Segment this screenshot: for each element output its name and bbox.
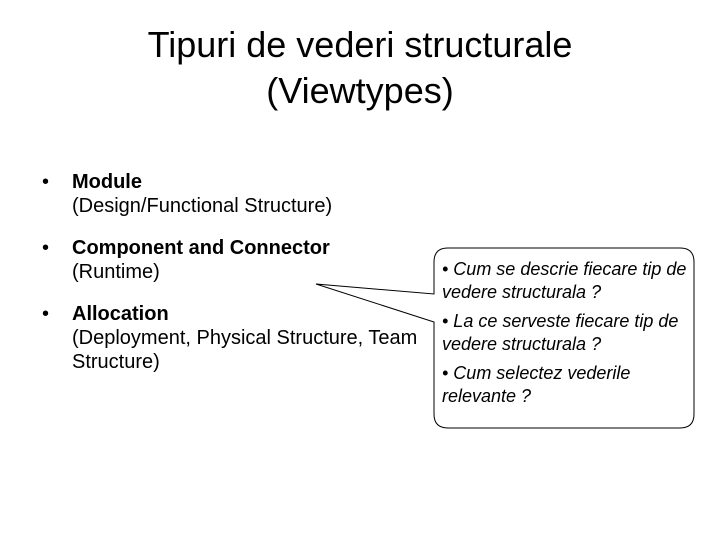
bullet-heading: Module [72, 171, 142, 193]
bullet-dot: • [42, 237, 50, 259]
slide-title-line2: (Viewtypes) [266, 70, 454, 111]
slide-title-line1: Tipuri de vederi structurale [147, 24, 573, 65]
bullet-dot: • [42, 303, 50, 325]
callout-item: • Cum se descrie fiecare tip de vedere structurala ? [442, 259, 687, 302]
callout-text [442, 258, 692, 414]
bullet-subtext: (Deployment, Physical Structure, Team Structure) [72, 327, 418, 373]
bullet-heading: Component and Connector [72, 237, 330, 259]
bullet-dot: • [42, 171, 50, 193]
bullet-subtext: (Design/Functional Structure) [72, 195, 333, 217]
bullet-subtext: (Runtime) [72, 261, 160, 283]
bullet-heading: Allocation [72, 303, 169, 325]
callout-item: • La ce serveste fiecare tip de vedere structurala ? [442, 311, 679, 354]
callout-item: • Cum selectez vederile relevante ? [442, 363, 631, 406]
